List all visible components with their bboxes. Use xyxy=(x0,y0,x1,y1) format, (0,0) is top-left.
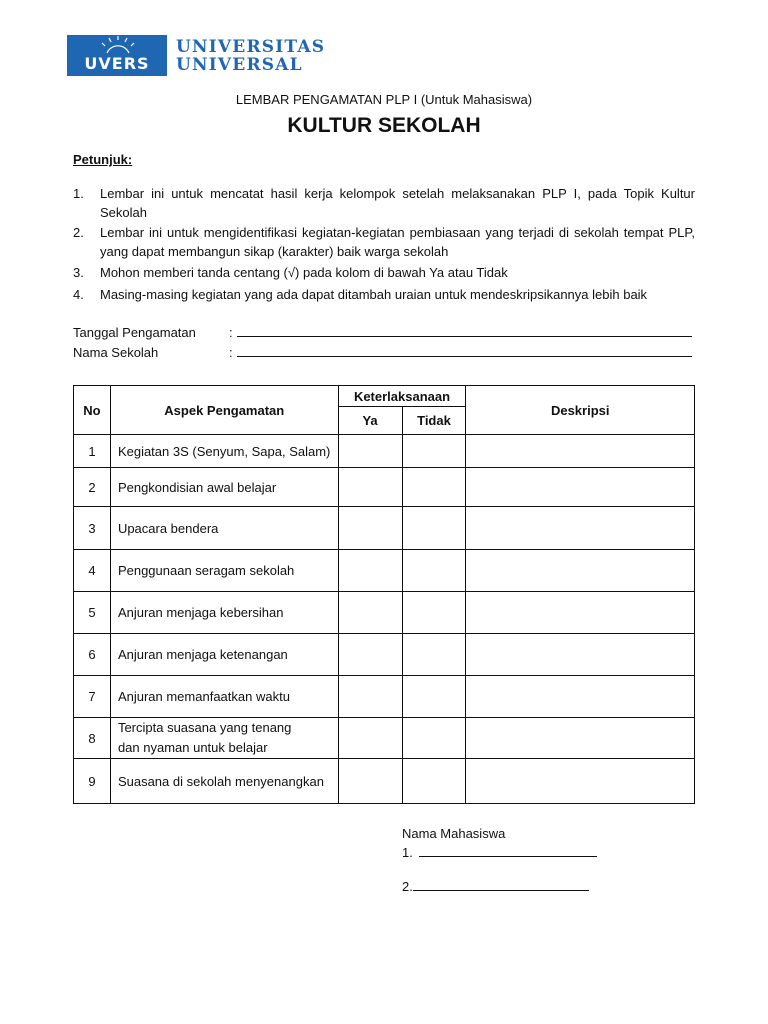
school-separator: : xyxy=(229,345,233,360)
row-number: 4 xyxy=(74,550,111,592)
row-yes-cell[interactable] xyxy=(338,435,402,468)
table-row xyxy=(74,507,695,550)
row-yes-cell[interactable] xyxy=(338,759,402,804)
row-aspect: Suasana di sekolah menyenangkan xyxy=(110,759,338,804)
instruction-text: Lembar ini untuk mengidentifikasi kegiatan-kegiatan pembiasaan yang terjadi di sekolah tempat PLP, yang dapat membangun sikap (karakter) baik warga sekolah xyxy=(100,225,695,259)
instruction-item-2 xyxy=(73,223,695,261)
row-description-cell[interactable] xyxy=(466,718,695,759)
row-yes-cell[interactable] xyxy=(338,718,402,759)
table-row xyxy=(74,634,695,676)
row-description-cell[interactable] xyxy=(466,468,695,507)
instruction-text: Masing-masing kegiatan yang ada dapat ditambah uraian untuk mendeskripsikannya lebih baik xyxy=(100,287,648,302)
university-name-line2: UNIVERSAL xyxy=(176,55,303,75)
row-no-cell[interactable] xyxy=(402,676,466,718)
instruction-item-3 xyxy=(73,263,695,282)
signature-row-2 xyxy=(402,877,597,896)
row-description-cell[interactable] xyxy=(466,435,695,468)
header-keterlaksanaan: Keterlaksanaan xyxy=(338,386,466,407)
row-number: 9 xyxy=(74,759,111,804)
date-separator: : xyxy=(229,325,233,340)
row-number: 1 xyxy=(74,435,111,468)
row-yes-cell[interactable] xyxy=(338,676,402,718)
instructions-heading xyxy=(73,152,132,167)
signature-number: 1. xyxy=(402,845,413,860)
row-aspect: Pengkondisian awal belajar xyxy=(110,468,338,507)
instructions-heading-text: Petunjuk xyxy=(73,152,128,167)
row-yes-cell[interactable] xyxy=(338,550,402,592)
row-aspect: Anjuran menjaga kebersihan xyxy=(110,592,338,634)
university-name xyxy=(176,38,325,74)
signature-line-1[interactable] xyxy=(419,844,597,857)
row-no-cell[interactable] xyxy=(402,468,466,507)
school-label: Nama Sekolah xyxy=(73,345,159,360)
row-description-cell[interactable] xyxy=(466,634,695,676)
signature-heading: Nama Mahasiswa xyxy=(402,826,506,841)
row-aspect xyxy=(110,718,338,759)
table-header-row xyxy=(74,386,695,407)
instructions-heading-colon: : xyxy=(127,152,133,167)
header-description: Deskripsi xyxy=(466,386,695,435)
row-no-cell[interactable] xyxy=(402,592,466,634)
row-no-cell[interactable] xyxy=(402,718,466,759)
row-description-cell[interactable] xyxy=(466,507,695,550)
signature-block xyxy=(402,824,597,896)
instruction-number: 4. xyxy=(73,287,84,302)
table-row xyxy=(74,468,695,507)
signature-line-2[interactable] xyxy=(413,878,589,891)
row-number: 7 xyxy=(74,676,111,718)
row-no-cell[interactable] xyxy=(402,759,466,804)
row-aspect: Upacara bendera xyxy=(110,507,338,550)
row-number: 8 xyxy=(74,718,111,759)
row-number: 2 xyxy=(74,468,111,507)
university-name-line1: UNIVERSITAS xyxy=(176,37,326,57)
row-aspect-line1: Tercipta suasana yang tenang xyxy=(117,720,292,735)
instruction-item-4 xyxy=(73,285,695,304)
row-aspect: Penggunaan seragam sekolah xyxy=(110,550,338,592)
date-field xyxy=(73,324,692,340)
row-description-cell[interactable] xyxy=(466,759,695,804)
row-description-cell[interactable] xyxy=(466,550,695,592)
header-no: No xyxy=(74,386,111,435)
row-yes-cell[interactable] xyxy=(338,592,402,634)
header-yes: Ya xyxy=(338,407,402,435)
row-no-cell[interactable] xyxy=(402,550,466,592)
row-description-cell[interactable] xyxy=(466,676,695,718)
header-tidak: Tidak xyxy=(402,407,466,435)
row-number: 3 xyxy=(74,507,111,550)
school-input-line[interactable] xyxy=(237,344,692,357)
row-no-cell[interactable] xyxy=(402,507,466,550)
instruction-item-1 xyxy=(73,184,695,222)
signature-row-1 xyxy=(402,843,597,862)
row-no-cell[interactable] xyxy=(402,634,466,676)
row-yes-cell[interactable] xyxy=(338,634,402,676)
row-number: 6 xyxy=(74,634,111,676)
instruction-number: 1. xyxy=(73,186,84,201)
table-row xyxy=(74,550,695,592)
instruction-text: Mohon memberi tanda centang (√) pada kolom di bawah Ya atau Tidak xyxy=(100,265,508,280)
row-aspect: Anjuran memanfaatkan waktu xyxy=(110,676,338,718)
table-row xyxy=(74,592,695,634)
date-input-line[interactable] xyxy=(237,324,692,337)
table-row xyxy=(74,718,695,759)
row-description-cell[interactable] xyxy=(466,592,695,634)
table-row xyxy=(74,676,695,718)
instruction-text: Lembar ini untuk mencatat hasil kerja kelompok setelah melaksanakan PLP I, pada Topik Kultur Sekolah xyxy=(100,186,695,220)
university-logo xyxy=(67,35,167,76)
header-aspect: Aspek Pengamatan xyxy=(110,386,338,435)
row-aspect: Kegiatan 3S (Senyum, Sapa, Salam) xyxy=(110,435,338,468)
row-yes-cell[interactable] xyxy=(338,468,402,507)
row-yes-cell[interactable] xyxy=(338,507,402,550)
logo-mark-text: UVERS xyxy=(84,54,150,73)
signature-number: 2. xyxy=(402,879,413,894)
row-number: 5 xyxy=(74,592,111,634)
instruction-number: 3. xyxy=(73,265,84,280)
table-row xyxy=(74,759,695,804)
document-title: KULTUR SEKOLAH xyxy=(287,114,481,137)
table-row xyxy=(74,435,695,468)
row-aspect: Anjuran menjaga ketenangan xyxy=(110,634,338,676)
date-label: Tanggal Pengamatan xyxy=(73,325,196,340)
document-subtitle: LEMBAR PENGAMATAN PLP I (Untuk Mahasiswa) xyxy=(235,92,533,107)
observation-table xyxy=(73,385,695,804)
row-aspect-line2: dan nyaman untuk belajar xyxy=(117,740,268,755)
row-no-cell[interactable] xyxy=(402,435,466,468)
instruction-number: 2. xyxy=(73,225,84,240)
school-field xyxy=(73,344,692,360)
